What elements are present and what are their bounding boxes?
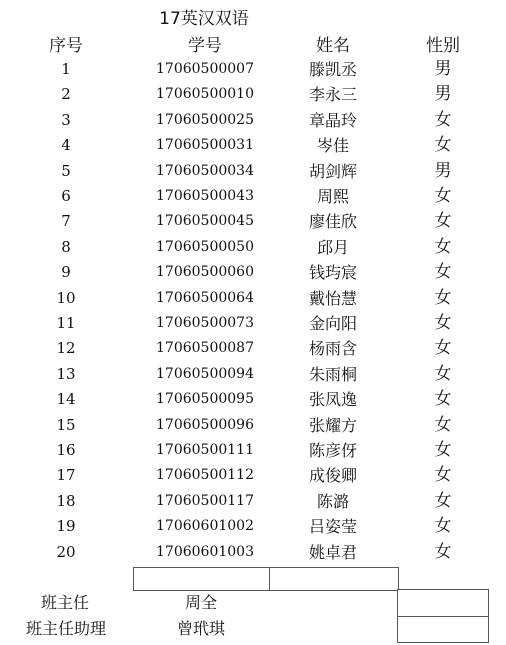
table-row xyxy=(0,159,506,184)
row-gender: 男 xyxy=(434,84,452,105)
row-index: 12 xyxy=(56,339,76,358)
row-index: 16 xyxy=(56,441,76,459)
assistant-name: 曾玳琪 xyxy=(176,619,225,638)
row-student-id: 17060500112 xyxy=(156,467,254,484)
row-student-id: 17060500094 xyxy=(156,365,254,382)
row-gender: 女 xyxy=(434,262,452,283)
row-student-id: 17060500043 xyxy=(156,188,254,204)
row-student-id: 17060500087 xyxy=(156,340,254,357)
row-student-id: 17060500031 xyxy=(156,137,254,154)
header-gender: 性别 xyxy=(426,36,460,56)
table-row xyxy=(0,82,506,107)
row-name: 邱月 xyxy=(316,237,349,257)
head-teacher-label: 班主任 xyxy=(40,593,89,612)
row-student-id: 17060500025 xyxy=(156,111,254,128)
head-teacher-name: 周全 xyxy=(184,593,217,612)
row-student-id: 17060500034 xyxy=(156,162,254,179)
row-student-id: 17060500050 xyxy=(156,238,254,255)
table-row xyxy=(0,184,506,209)
row-gender: 女 xyxy=(434,211,452,232)
row-name: 陈彦伢 xyxy=(308,441,357,460)
document-title: 17英汉双语 xyxy=(159,9,249,29)
row-gender: 女 xyxy=(434,389,452,410)
table-row xyxy=(0,260,506,285)
table-row xyxy=(0,286,506,311)
table-row xyxy=(0,362,506,387)
row-student-id: 17060500045 xyxy=(156,213,254,230)
row-index: 14 xyxy=(56,390,76,409)
empty-cell-id xyxy=(133,567,271,591)
row-student-id: 17060500095 xyxy=(156,391,254,408)
row-name: 滕凯丞 xyxy=(308,60,357,79)
row-name: 张耀方 xyxy=(308,415,357,435)
row-name: 成俊卿 xyxy=(308,466,357,486)
row-index: 19 xyxy=(56,517,76,536)
row-student-id: 17060500064 xyxy=(156,289,254,306)
row-index: 9 xyxy=(61,263,71,282)
row-gender: 女 xyxy=(434,363,452,384)
row-student-id: 17060500073 xyxy=(156,315,254,331)
row-index: 1 xyxy=(61,60,71,78)
table-row xyxy=(0,489,506,514)
table-row xyxy=(0,540,506,565)
row-index: 8 xyxy=(61,237,71,256)
row-index: 13 xyxy=(56,364,76,383)
row-student-id: 17060500096 xyxy=(156,416,254,433)
row-name: 周熙 xyxy=(316,187,349,206)
row-gender: 女 xyxy=(434,109,452,130)
row-gender: 女 xyxy=(434,236,452,257)
row-index: 11 xyxy=(56,314,76,332)
table-row xyxy=(0,413,506,438)
row-name: 章晶玲 xyxy=(308,110,357,130)
row-gender: 女 xyxy=(434,287,452,308)
row-gender: 男 xyxy=(434,160,452,181)
row-name: 廖佳欣 xyxy=(308,212,357,232)
row-gender: 女 xyxy=(434,313,452,333)
header-index: 序号 xyxy=(49,36,83,56)
row-student-id: 17060500060 xyxy=(156,264,254,281)
row-student-id: 17060500111 xyxy=(156,442,254,458)
row-name: 张凤逸 xyxy=(308,390,357,410)
row-name: 岑佳 xyxy=(316,136,349,156)
table-row xyxy=(0,108,506,133)
row-student-id: 17060500010 xyxy=(156,86,254,103)
table-row xyxy=(0,463,506,488)
row-name: 姚卓君 xyxy=(308,542,357,562)
row-gender: 女 xyxy=(434,516,452,537)
row-gender: 女 xyxy=(434,186,452,206)
table-row xyxy=(0,438,506,463)
row-index: 4 xyxy=(61,136,71,155)
row-student-id: 17060500007 xyxy=(156,61,254,77)
row-name: 钱玙宸 xyxy=(308,263,357,283)
table-row xyxy=(0,209,506,234)
row-name: 朱雨桐 xyxy=(308,364,357,384)
row-gender: 女 xyxy=(434,541,452,562)
table-row xyxy=(0,387,506,412)
row-index: 18 xyxy=(56,491,76,510)
row-student-id: 17060500117 xyxy=(156,492,254,509)
row-gender: 女 xyxy=(434,440,452,460)
table-row xyxy=(0,133,506,158)
row-gender: 女 xyxy=(434,135,452,156)
row-gender: 女 xyxy=(434,338,452,359)
table-row xyxy=(0,235,506,260)
assistant-label: 班主任助理 xyxy=(25,619,106,638)
row-gender: 女 xyxy=(434,490,452,511)
row-name: 胡剑辉 xyxy=(308,161,357,181)
table-row xyxy=(0,336,506,361)
row-index: 10 xyxy=(56,288,76,307)
empty-cell-right-1 xyxy=(397,589,489,617)
row-gender: 女 xyxy=(434,414,452,435)
row-index: 5 xyxy=(61,161,71,180)
row-name: 吕姿莹 xyxy=(308,517,357,537)
row-index: 15 xyxy=(56,415,76,434)
row-student-id: 17060601002 xyxy=(156,518,254,535)
table-row xyxy=(0,311,506,336)
header-student-id: 学号 xyxy=(188,36,222,56)
row-index: 17 xyxy=(56,466,76,485)
row-name: 杨雨含 xyxy=(308,339,357,359)
empty-cell-right-2 xyxy=(397,616,489,643)
table-row xyxy=(0,57,506,82)
row-index: 20 xyxy=(56,542,76,561)
table-row xyxy=(0,514,506,539)
row-name: 戴怡慧 xyxy=(308,288,357,308)
empty-cell-name xyxy=(269,567,399,591)
row-name: 金向阳 xyxy=(308,314,357,333)
row-index: 7 xyxy=(61,212,71,231)
row-name: 李永三 xyxy=(308,85,357,105)
row-index: 2 xyxy=(61,85,71,104)
row-index: 3 xyxy=(61,110,71,129)
row-name: 陈潞 xyxy=(316,491,349,511)
row-gender: 男 xyxy=(434,59,452,79)
row-student-id: 17060601003 xyxy=(156,543,254,560)
row-index: 6 xyxy=(61,187,71,205)
header-name: 姓名 xyxy=(316,36,350,56)
row-gender: 女 xyxy=(434,465,452,486)
